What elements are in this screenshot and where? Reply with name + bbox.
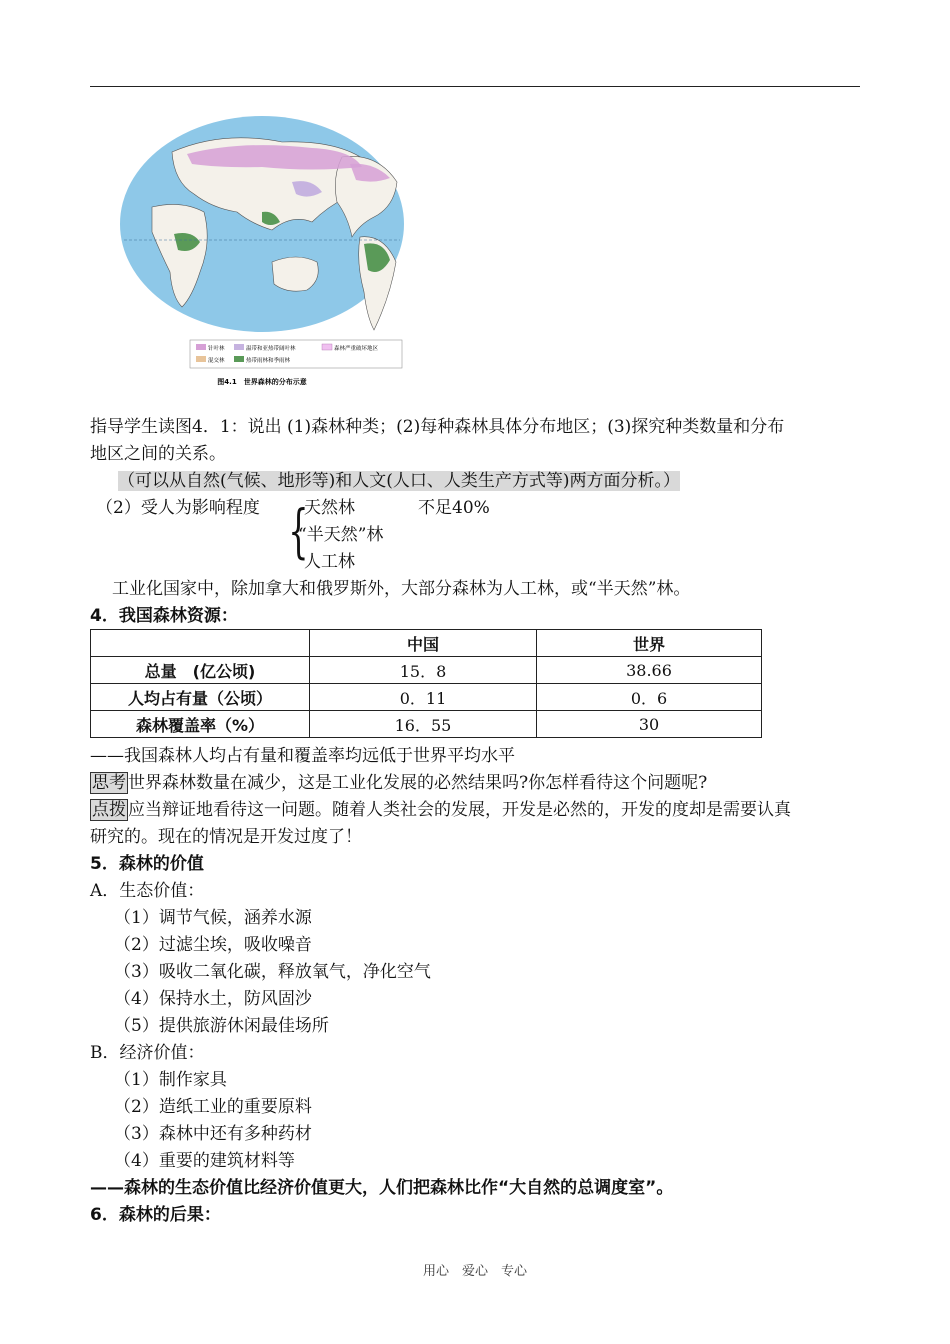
world-forest-map [112, 112, 412, 404]
table-row-label: 森林覆盖率（%） [91, 711, 310, 738]
section-4-title: 4．我国森林资源： [90, 606, 238, 626]
econ-value-title: B．经济价值： [90, 1043, 205, 1063]
table-row-label: 人均占有量（公顷） [91, 684, 310, 711]
econ-value-item: （3）森林中还有多种药材 [114, 1124, 312, 1144]
intro-hint: （可以从自然(气候、地形等)和人文(人口、人类生产方式等)两方面分析。） [118, 471, 681, 491]
table-row-label: 总量 (亿公顷) [91, 657, 310, 684]
influence-item: 天然林 [304, 498, 355, 518]
map-legend-label: 温带和亚热带阔叶林 [246, 346, 296, 352]
table-row [91, 657, 762, 684]
table-header-row [91, 630, 762, 657]
table-cell: 15．8 [310, 657, 537, 684]
table-header-cell: 中国 [310, 630, 537, 657]
influence-item: “半天然”林 [298, 525, 384, 545]
econ-value-item: （2）造纸工业的重要原料 [114, 1097, 312, 1117]
eco-value-item: （4）保持水土，防风固沙 [114, 989, 312, 1009]
forest-resources-table [90, 629, 762, 738]
brace-symbol: { [288, 497, 309, 565]
map-caption: 图4.1 世界森林的分布示意 [217, 378, 307, 386]
map-legend-label: 混交林 [208, 358, 225, 364]
table-cell: 0．6 [537, 684, 762, 711]
econ-value-item: （4）重要的建筑材料等 [114, 1151, 295, 1171]
eco-value-item: （1）调节气候，涵养水源 [114, 908, 312, 928]
influence-note: 不足40% [418, 498, 490, 518]
econ-value-item: （1）制作家具 [114, 1070, 227, 1090]
intro-line-1: 指导学生读图4．1：说出 (1)森林种类；(2)每种森林具体分布地区；(3)探究种类数量和分布 [90, 417, 785, 437]
table-header-cell: 世界 [537, 630, 762, 657]
guide-line [90, 797, 791, 824]
eco-value-item: （3）吸收二氧化碳，释放氧气，净化空气 [114, 962, 431, 982]
section-4-conclusion: ——我国森林人均占有量和覆盖率均远低于世界平均水平 [90, 746, 515, 766]
header-rule [90, 86, 860, 87]
eco-value-title: A．生态价值： [90, 881, 205, 901]
section-5-summary: ——森林的生态价值比经济价值更大，人们把森林比作“大自然的总调度室”。 [90, 1178, 674, 1198]
section-5-title: 5．森林的价值 [90, 854, 204, 874]
page-footer: 用心 爱心 专心 [422, 1264, 527, 1279]
table-cell: 0．11 [310, 684, 537, 711]
eco-value-item: （2）过滤尘埃，吸收噪音 [114, 935, 312, 955]
think-line [90, 770, 707, 797]
think-tag: 思考 [92, 773, 126, 793]
map-legend-label: 森林严重破坏地区 [334, 346, 379, 352]
influence-label: （2）受人为影响程度 [96, 498, 260, 518]
intro-line-2: 地区之间的关系。 [90, 444, 226, 464]
eco-value-item: （5）提供旅游休闲最佳场所 [114, 1016, 329, 1036]
guide-text: 应当辩证地看待这一问题。随着人类社会的发展，开发是必然的，开发的度却是需要认真 [128, 800, 791, 820]
map-land-australia [272, 257, 318, 291]
section-6-title: 6．森林的后果： [90, 1205, 221, 1225]
guide-tag: 点拨 [92, 800, 126, 820]
table-row [91, 711, 762, 738]
intro-hint-wrap [118, 468, 680, 495]
map-legend-label: 热带雨林和季雨林 [246, 358, 291, 364]
influence-item: 人工林 [304, 552, 355, 572]
table-cell: 38.66 [537, 657, 762, 684]
guide-text-2: 研究的。现在的情况是开发过度了！ [90, 827, 362, 847]
table-row [91, 684, 762, 711]
industrial-note: 工业化国家中，除加拿大和俄罗斯外，大部分森林为人工林，或“半天然”林。 [112, 579, 691, 599]
think-text: 世界森林数量在减少，这是工业化发展的必然结果吗?你怎样看待这个问题呢? [128, 773, 708, 793]
map-legend-label: 针叶林 [208, 346, 225, 352]
table-header-cell [91, 630, 310, 657]
table-cell: 16．55 [310, 711, 537, 738]
table-cell: 30 [537, 711, 762, 738]
